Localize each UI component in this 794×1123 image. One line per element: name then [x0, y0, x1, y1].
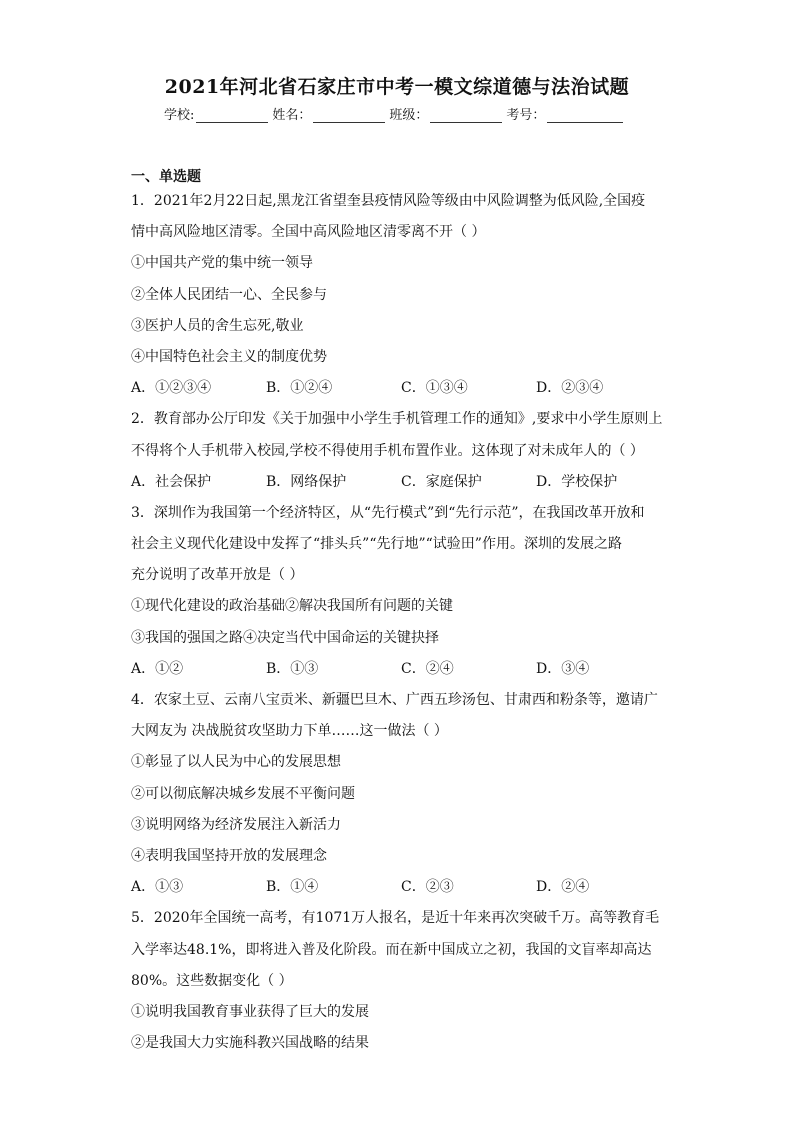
- question-line: 不得将个人手机带入校园,学校不得使用手机布置作业。这体现了对未成年人的（ ）: [131, 442, 644, 459]
- answer-option[interactable]: D．③④: [536, 660, 590, 677]
- question-stem: 3．深圳作为我国第一个经济特区，从“先行模式”到“先行示范”，在我国改革开放和: [131, 504, 645, 521]
- answer-option[interactable]: A．①②③④: [131, 380, 212, 397]
- student-info-row: [164, 104, 644, 123]
- answer-option[interactable]: D．②④: [536, 879, 590, 896]
- question-line: ②是我国大力实施科教兴国战略的结果: [131, 1035, 369, 1052]
- school-blank[interactable]: [196, 108, 268, 123]
- question-line: ①彰显了以人民为中心的发展思想: [131, 754, 341, 771]
- question-line: ②全体人民团结一心、全民参与: [131, 286, 327, 303]
- answer-option[interactable]: D．②③④: [536, 380, 604, 397]
- school-label: 学校:: [164, 108, 195, 123]
- question-line: ③我国的强国之路④决定当代中国命运的关键抉择: [131, 629, 439, 646]
- question-stem: 2．教育部办公厅印发《关于加强中小学生手机管理工作的通知》,要求中小学生原则上: [131, 411, 663, 428]
- answer-options: [131, 378, 671, 409]
- question-line: ①现代化建设的政治基础②解决我国所有问题的关键: [131, 598, 453, 615]
- answer-option[interactable]: C．②④: [401, 660, 454, 677]
- name-blank[interactable]: [313, 108, 385, 123]
- question-line: ③医护人员的舍生忘死,敬业: [131, 317, 304, 334]
- answer-options: [131, 877, 671, 908]
- question-list: [131, 191, 671, 1064]
- question-line: 情中高风险地区清零。全国中高风险地区清零离不开（ ）: [131, 224, 486, 241]
- answer-option[interactable]: A．①②: [131, 660, 184, 677]
- question-stem: 4．农家土豆、云南八宝贡米、新疆巴旦木、广西五珍汤包、甘肃西和粉条等，邀请广: [131, 692, 658, 708]
- question-2: [131, 409, 671, 503]
- class-label: 班级：: [389, 108, 429, 123]
- question-line: ④中国特色社会主义的制度优势: [131, 348, 327, 365]
- answer-option[interactable]: B．①④: [266, 879, 319, 896]
- answer-option[interactable]: B．网络保护: [266, 473, 347, 490]
- question-3: [131, 503, 671, 690]
- question-line: ①中国共产党的集中统一领导: [131, 255, 313, 272]
- question-line: 社会主义现代化建设中发挥了“排头兵”“先行地”“试验田”作用。深圳的发展之路: [131, 536, 622, 553]
- question-line: ②可以彻底解决城乡发展不平衡问题: [131, 785, 355, 802]
- question-line: 入学率达48.1%，即将进入普及化阶段。而在新中国成立之初，我国的文盲率却高达: [131, 941, 652, 958]
- answer-options: [131, 472, 671, 503]
- answer-option[interactable]: A．社会保护: [131, 473, 212, 490]
- answer-options: [131, 659, 671, 690]
- question-1: [131, 191, 671, 409]
- question-stem: 5．2020年全国统一高考，有1071万人报名，是近十年来再次突破千万。高等教育毛: [131, 910, 660, 927]
- page-title: 2021年河北省石家庄市中考一模文综道德与法治试题: [164, 76, 630, 98]
- answer-option[interactable]: D．学校保护: [536, 473, 618, 490]
- exam-number-blank[interactable]: [547, 108, 623, 123]
- section-heading: 一、单选题: [131, 169, 201, 185]
- answer-option[interactable]: B．①③: [266, 660, 319, 677]
- question-line: 80%。这些数据变化（ ）: [131, 972, 293, 989]
- class-blank[interactable]: [430, 108, 502, 123]
- question-line: 充分说明了改革开放是（ ）: [131, 567, 304, 584]
- question-5: [131, 908, 671, 1064]
- answer-option[interactable]: C．②③: [401, 879, 454, 896]
- question-line: ③说明网络为经济发展注入新活力: [131, 816, 341, 833]
- answer-option[interactable]: C．家庭保护: [401, 473, 482, 490]
- question-line: ①说明我国教育事业获得了巨大的发展: [131, 1003, 369, 1020]
- question-4: [131, 690, 671, 908]
- answer-option[interactable]: B．①②④: [266, 380, 333, 397]
- question-stem: 1．2021年2月22日起,黑龙江省望奎县疫情风险等级由中风险调整为低风险,全国疫: [131, 193, 646, 209]
- answer-option[interactable]: C．①③④: [401, 380, 468, 397]
- question-line: 大网友为 决战脱贫攻坚助力下单……这一做法（ ）: [131, 723, 448, 740]
- question-line: ④表明我国坚持开放的发展理念: [131, 847, 327, 864]
- exam-number-label: 考号：: [506, 108, 546, 123]
- name-label: 姓名：: [272, 108, 312, 123]
- answer-option[interactable]: A．①③: [131, 879, 184, 896]
